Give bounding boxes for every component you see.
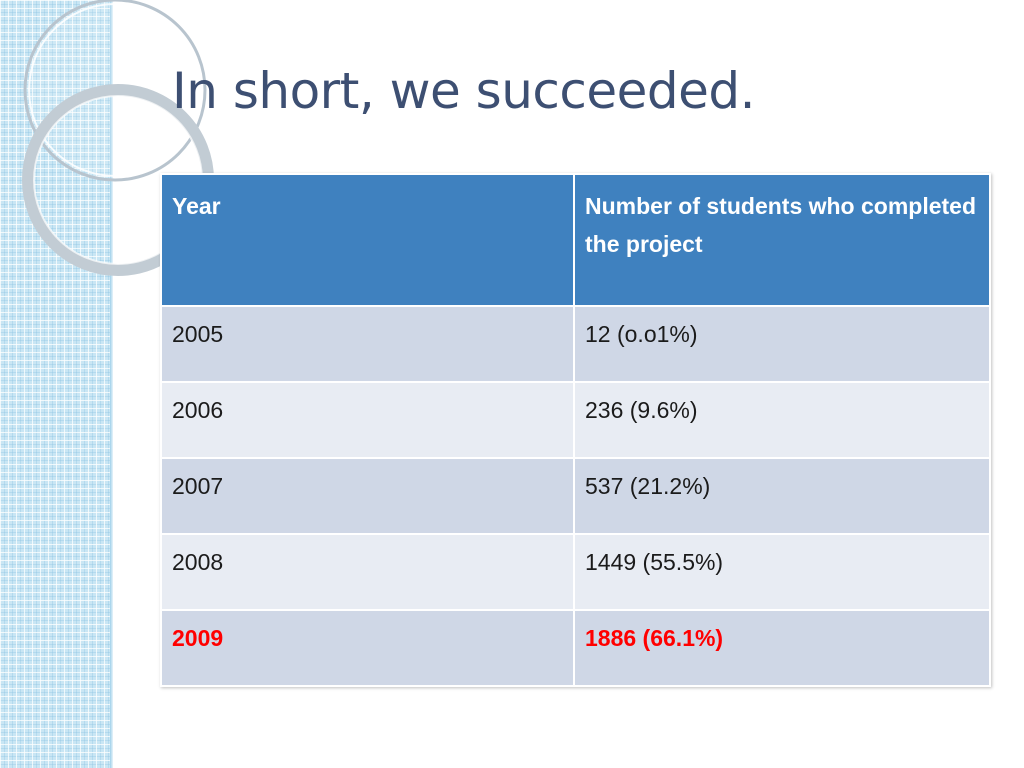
- table-row: [161, 458, 990, 534]
- year-cell: 2006: [161, 382, 574, 458]
- header-students: Number of students who completed the project: [574, 174, 990, 306]
- table-row: [161, 382, 990, 458]
- year-cell: 2009: [161, 610, 574, 686]
- students-cell: 12 (o.o1%): [574, 306, 990, 382]
- table-header-row: [161, 174, 990, 306]
- students-cell: 1886 (66.1%): [574, 610, 990, 686]
- year-cell: 2005: [161, 306, 574, 382]
- students-table: [160, 173, 991, 687]
- decorative-rings: [0, 0, 140, 270]
- students-cell: 236 (9.6%): [574, 382, 990, 458]
- year-cell: 2008: [161, 534, 574, 610]
- students-cell: 1449 (55.5%): [574, 534, 990, 610]
- table-row-highlighted: [161, 610, 990, 686]
- slide-title: In short, we succeeded.: [172, 62, 756, 120]
- header-year: Year: [161, 174, 574, 306]
- year-cell: 2007: [161, 458, 574, 534]
- table-row: [161, 534, 990, 610]
- table-row: [161, 306, 990, 382]
- students-cell: 537 (21.2%): [574, 458, 990, 534]
